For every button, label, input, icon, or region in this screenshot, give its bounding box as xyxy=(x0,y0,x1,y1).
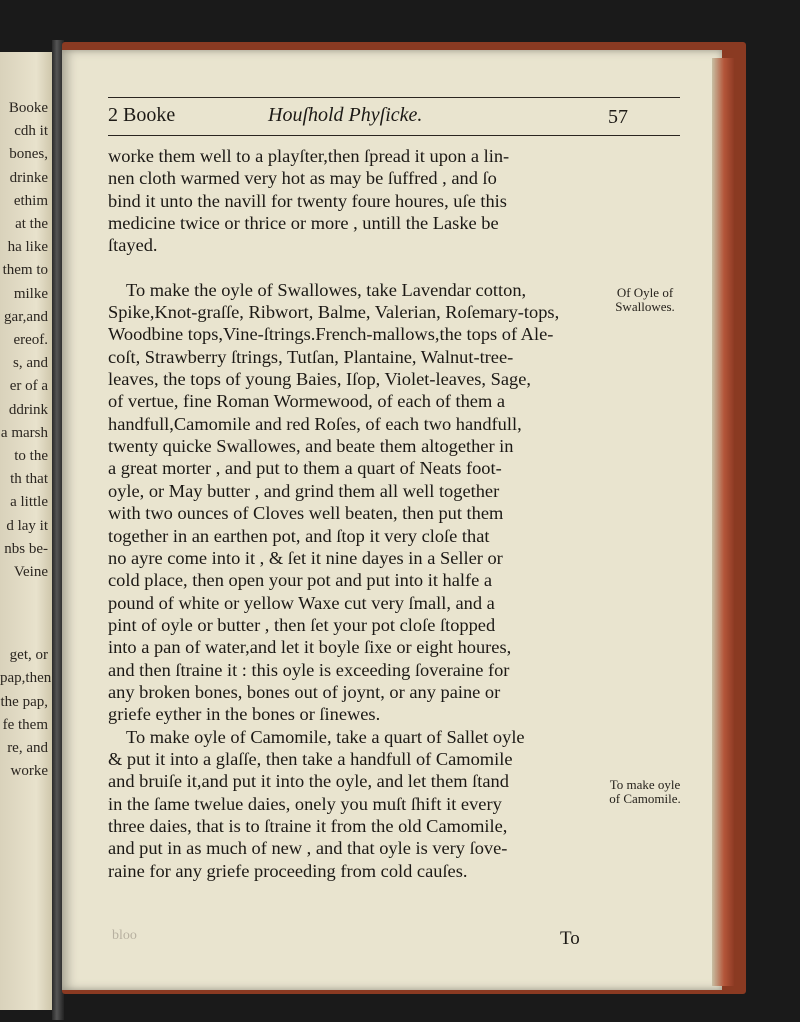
left-page-fragment: s, and xyxy=(13,355,48,372)
text-line: & put it into a glaſſe, then take a handfull of Camomile xyxy=(108,748,513,769)
running-title: Houſhold Phyſicke. xyxy=(268,104,423,126)
left-page-fragment: get, or xyxy=(9,647,48,664)
left-page-fragment: Veine xyxy=(13,564,48,580)
book-number: 2 Booke xyxy=(108,104,176,126)
text-line: into a pan of water,and let it boyle ſixe or eight houres, xyxy=(108,637,512,658)
left-page-fragment: milke xyxy=(13,285,48,302)
left-page-fragment: er of a xyxy=(9,378,48,395)
left-page-fragment: th that xyxy=(10,471,48,488)
left-page-fragment: a marsh xyxy=(0,424,48,441)
text-line: cold place, then open your pot and put into it halfe a xyxy=(108,570,493,591)
text-line: nen cloth warmed very hot as may be ſuffred , and ſo xyxy=(108,168,497,189)
paragraph-gap xyxy=(108,257,598,279)
left-page-fragment: bones, xyxy=(9,146,48,163)
left-page-fragment: a little xyxy=(10,494,48,511)
stray-mark: bloo xyxy=(112,928,137,943)
paragraph xyxy=(108,726,598,882)
text-line: and put in as much of new , and that oyle is very ſove- xyxy=(108,838,508,859)
text-line: Woodbine tops,Vine-ſtrings.French-mallows,the tops of Ale- xyxy=(108,324,554,345)
text-line: ſtayed. xyxy=(108,235,158,256)
text-line: any broken bones, bones out of joynt, or any paine or xyxy=(108,681,501,702)
text-line: pint of oyle or butter , then ſet your pot cloſe ſtopped xyxy=(108,614,496,635)
text-line: coſt, Strawberry ſtrings, Tutſan, Plantaine, Walnut-tree- xyxy=(108,346,514,367)
margin-note-swallowes: Of Oyle of Swallowes. xyxy=(615,285,675,314)
left-page-fragment: re, and xyxy=(7,740,48,756)
margin-note-camomile: To make oyle of Camomile. xyxy=(609,777,681,806)
text-line: To make oyle of Camomile, take a quart of Sallet oyle xyxy=(126,726,525,747)
text-line: worke them well to a playſter,then ſpread it upon a lin- xyxy=(108,146,510,166)
text-line: leaves, the tops of young Baies, Iſop, Violet-leaves, Sage, xyxy=(108,369,531,390)
left-page-strip xyxy=(0,52,52,1010)
text-line: raine for any griefe proceeding from cold cauſes. xyxy=(108,860,468,881)
text-line: of vertue, fine Roman Wormewood, of each of them a xyxy=(108,391,506,412)
text-line: with two ounces of Cloves well beaten, then put them xyxy=(108,503,504,524)
left-page-fragment: d lay it xyxy=(6,517,48,534)
left-page-fragment: Booke xyxy=(8,100,48,116)
text-line: and bruiſe it,and put it into the oyle, and let them ſtand xyxy=(108,771,509,792)
text-line: To make the oyle of Swallowes, take Lavendar cotton, xyxy=(126,279,527,300)
text-line: oyle, or May butter , and grind them all well together xyxy=(108,480,500,501)
left-page-fragment: to the xyxy=(14,448,48,464)
left-page-fragment: fe them xyxy=(2,716,48,733)
left-page-fragment: nbs be- xyxy=(4,540,48,557)
text-line: together in an earthen pot, and ſtop it very cloſe that xyxy=(108,525,490,546)
paragraph xyxy=(108,145,598,257)
text-line: pound of white or yellow Waxe cut very ſmall, and a xyxy=(108,592,495,613)
left-page-fragment: ethim xyxy=(13,192,48,209)
text-line: medicine twice or thrice or more , untill the Laske be xyxy=(108,213,499,234)
text-line: no ayre come into it , & ſet it nine dayes in a Seller or xyxy=(108,547,503,568)
text-line: bind it unto the navill for twenty foure houres, uſe this xyxy=(108,190,507,211)
text-line: griefe eyther in the bones or ſinewes. xyxy=(108,704,381,725)
left-page-fragment: ha like xyxy=(7,239,48,256)
text-line: three daies, that is to ſtraine it from the old Camomile, xyxy=(108,815,508,836)
body-text xyxy=(108,145,598,882)
paragraph xyxy=(108,279,598,726)
running-header xyxy=(108,104,680,132)
page-edge xyxy=(712,58,734,986)
text-line: twenty quicke Swallowes, and beate them altogether in xyxy=(108,436,514,457)
text-line: a great morter , and put to them a quart of Neats foot- xyxy=(108,458,502,479)
text-line: and then ſtraine it : this oyle is exceeding ſoveraine for xyxy=(108,659,510,680)
left-page-fragment: at the xyxy=(15,216,48,232)
text-line: in the ſame twelue daies, onely you muſt ſhift it every xyxy=(108,793,502,814)
left-page-fragment: ddrink xyxy=(8,401,48,418)
left-page-fragment: gar,and xyxy=(4,308,48,325)
header-rule-top xyxy=(108,97,680,98)
left-page-fragment: drinke xyxy=(9,169,48,186)
header-rule-bottom xyxy=(108,135,680,136)
left-page-fragment: them to xyxy=(2,262,48,279)
left-page-fragment: worke xyxy=(10,763,48,780)
left-page-fragment: the pap, xyxy=(0,693,48,710)
left-page-fragment: pap,then xyxy=(0,670,52,687)
left-page-fragment: ereof. xyxy=(13,332,48,348)
text-line: handfull,Camomile and red Roſes, of each two handfull, xyxy=(108,413,522,434)
left-page-fragment: cdh it xyxy=(14,123,48,140)
catchword: To xyxy=(560,928,580,949)
page-number: 57 xyxy=(608,106,628,128)
text-line: Spike,Knot-graſſe, Ribwort, Balme, Valerian, Roſemary-tops, xyxy=(108,302,560,323)
